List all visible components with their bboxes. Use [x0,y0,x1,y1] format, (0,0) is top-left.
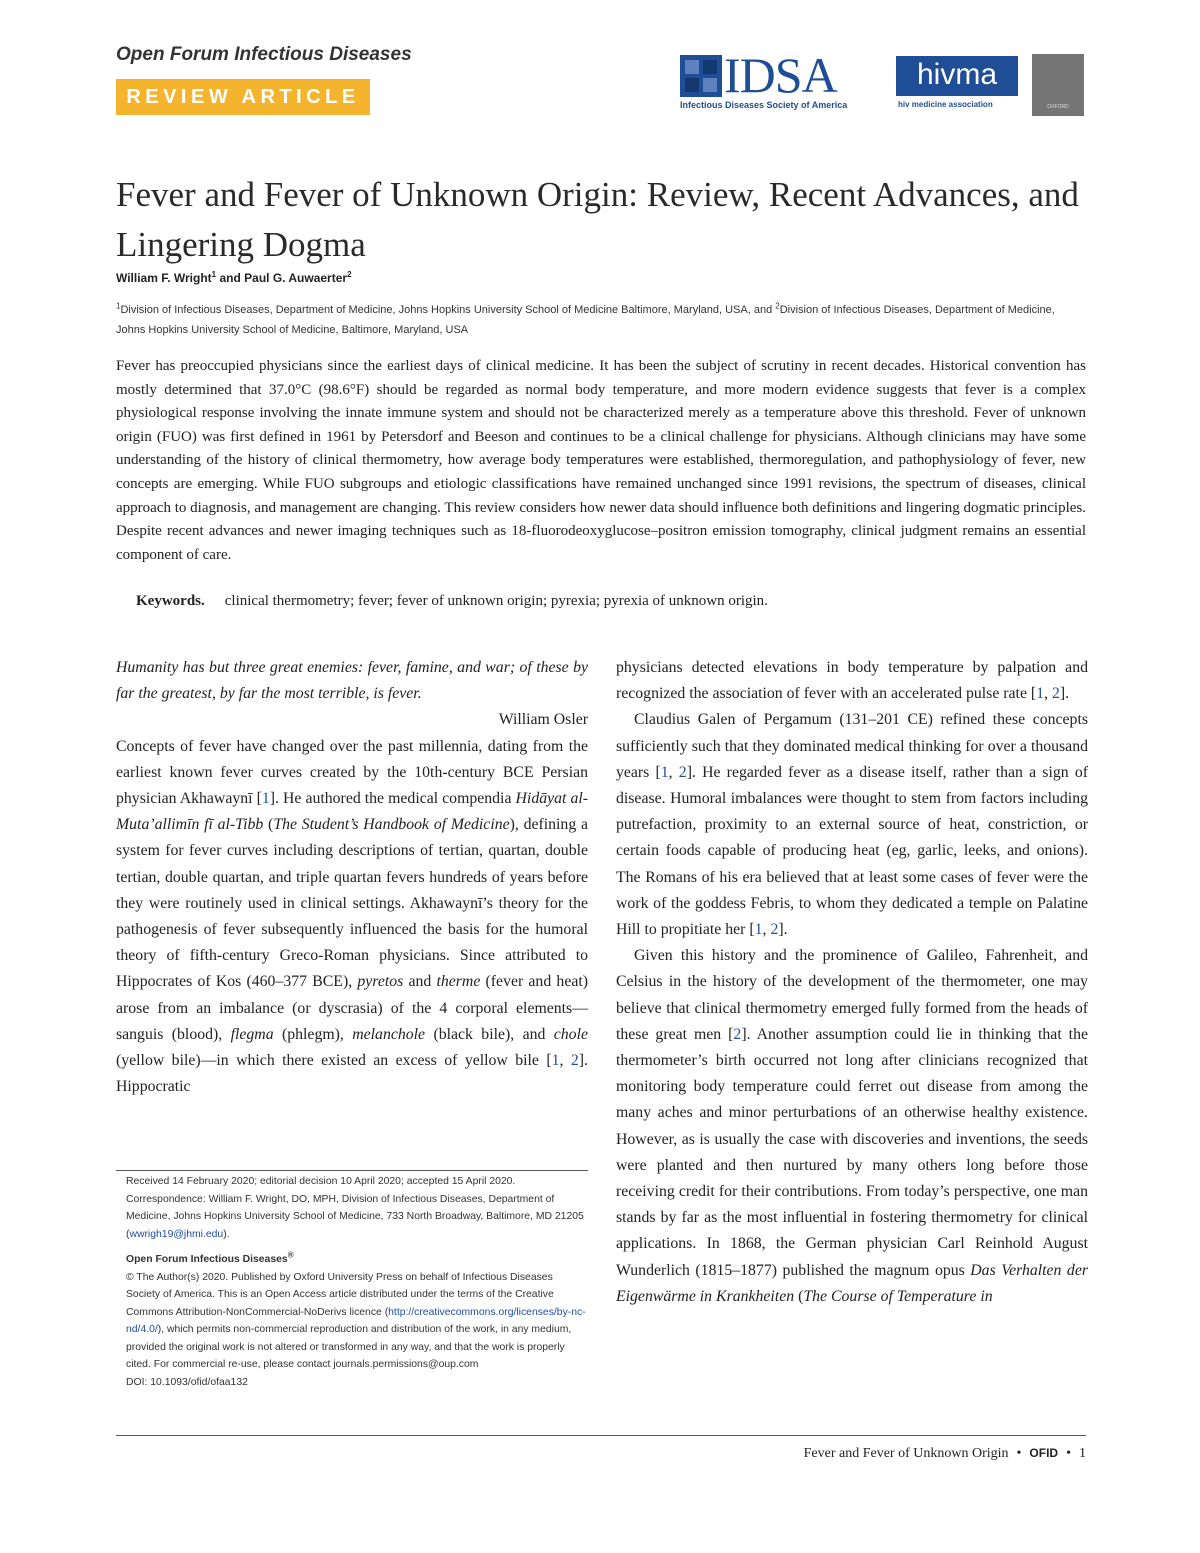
affiliation-mark: 1 [211,270,217,279]
body-column-right [616,655,1088,1310]
author-list [116,271,352,285]
oup-wordmark: OXFORD [1047,104,1069,110]
article-type-badge: REVIEW ARTICLE [116,79,370,115]
epigraph-author: William Osler [498,711,588,729]
correspondence: Correspondence: William F. Wright, DO, MPH, Division of Infectious Diseases, Department of Medicine, Johns Hopkins University School of Medicine, 733 North Broadway, Baltimore, MD 21205 (wwrigh19@jhmi.edu). [126,1193,584,1240]
footer-divider [116,1435,1086,1436]
idsa-tagline: Infectious Diseases Society of America [680,100,848,110]
running-title: Fever and Fever of Unknown Origin [803,1446,1009,1461]
citation-link[interactable]: 2 [770,921,779,939]
running-footer [804,1446,1086,1462]
body-paragraph: Concepts of fever have changed over the past millennia, dating from the earliest known fever curves created by the 10th-century BCE Persian physician Akhawaynī [1]. He authored the medical compendia Hidāyat al-Muta’allimīn fī al-Tibb (The Student’s Handbook of Medicine), defining a system for fever curves including descriptions of tertian, quartan, double tertian, double quartan, and triple quartan fevers hundreds of years before they were routinely used in clinical settings. Akhawaynī’s theory for the pathogenesis of fever subsequently influenced the basis for the humoral theory of fifth-century Greco-Roman physicians. Since attributed to Hippocrates of Kos (460–377 BCE), pyretos and therme (fever and heat) arose from an imbalance (or dyscrasia) of the 4 corporal elements—sanguis (blood), flegma (phlegm), melanchole (black bile), and chole (yellow bile)—in which there existed an excess of yellow bile [1, 2]. Hippocratic [116,737,588,1096]
email-link[interactable]: wwrigh19@jhmi.edu [129,1228,224,1240]
hivma-tagline: hiv medicine association [898,100,993,109]
body-paragraph: Given this history and the prominence of Galileo, Fahrenheit, and Celsius in the history of the development of the thermometer, one may believe that clinical thermometry emerged fully formed from the heads of these great men [2]. Another assumption could lie in thinking that the thermometer’s birth occurred not long after clinicians recognized that monitoring body temperature could ferret out disease from among the many aches and minor perturbations of an otherwise healthy existence. However, as is usually the case with discoveries and inventions, the seeds were planted and then nurtured by many others long before those receiving credit for their contributions. From today’s perspective, one man stands by far as the most influential in fostering thermometry for clinical applications. In 1868, the German physician Carl Reinhold August Wunderlich (1815–1877) published the magnum opus Das Verhalten der Eigenwärme in Krankheiten (The Course of Temperature in [616,947,1088,1305]
hivma-logo [896,56,1020,114]
citation-link[interactable]: 1 [551,1052,560,1070]
hivma-wordmark: hivma [896,56,1018,96]
keywords [136,590,768,614]
page-number: 1 [1079,1446,1086,1461]
epigraph: Humanity has but three great enemies: fever, famine, and war; of these by far the greatest, by far the most terrible, is fever. [116,659,588,703]
journal-abbreviation: OFID [1029,1446,1059,1460]
body-paragraph: Claudius Galen of Pergamum (131–201 CE) refined these concepts sufficiently such that they dominated medical thinking for over a thousand years [1, 2]. He regarded fever as a disease itself, rather than a sign of disease. Humoral imbalances were thought to stem from factors including putrefaction, proximity to an external source of heat, constriction, or certain foods capable of producing heat (eg, garlic, leeks, and onions). The Romans of his era believed that at least some cases of fever were the work of the goddess Febris, to whom they dedicated a temple on Palatine Hill to propitiate her [1, 2]. [616,711,1088,939]
keywords-list: clinical thermometry; fever; fever of unknown origin; pyrexia; pyrexia of unknown origin. [224,593,768,609]
affiliation-text: Division of Infectious Diseases, Department of Medicine, Johns Hopkins University School of Medicine Baltimore, Maryland, USA, and [120,304,773,316]
affiliation-mark: 2 [775,301,780,311]
oup-logo [1032,54,1084,116]
affiliation-text: Division of Infectious Diseases, Department of Medicine, Johns Hopkins University School of Medicine, Baltimore, Maryland, USA [116,304,1055,336]
author-separator: and [216,271,245,285]
doi: DOI: 10.1093/ofid/ofaa132 [126,1376,248,1388]
keywords-label: Keywords. [136,593,205,609]
citation-link[interactable]: 1 [1036,685,1045,703]
affiliation-mark: 2 [347,270,352,279]
article-title: Fever and Fever of Unknown Origin: Review, Recent Advances, and Lingering Dogma [116,175,1079,264]
citation-link[interactable]: 1 [261,790,270,808]
affiliation-mark: 1 [116,301,121,311]
first-page-footnote [116,1170,588,1391]
idsa-wordmark: IDSA [724,47,837,103]
citation-link[interactable]: 1 [660,763,669,781]
abstract: Fever has preoccupied physicians since the earliest days of clinical medicine. It has been the subject of scrutiny in recent decades. Historical convention has mostly determined that 37.0°C (98.6°F) should be regarded as normal body temperature, and more modern evidence suggests that fever is a complex physiological response involving the innate immune system and should not be characterized merely as a temperature above this threshold. Fever of unknown origin (FUO) was first defined in 1961 by Petersdorf and Beeson and continues to be a clinical challenge for physicians. Although clinicians may have some understanding of the history of clinical thermometry, how average body temperatures were established, thermoregulation, and pathophysiology of fever, new concepts are emerging. While FUO subgroups and etiologic classifications have remained unchanged since 1991 revisions, the spectrum of diseases, clinical approach to diagnosis, and management are changing. This review considers how newer data should influence both definitions and lingering dogmatic principles. Despite recent advances and newer imaging techniques such as 18-fluorodeoxyglucose–positron emission tomography, clinical judgment remains an essential component of care. [116,358,1086,563]
body-column-left [116,655,588,1100]
idsa-emblem-icon [680,55,722,97]
license-link[interactable]: http://creativecommons.org/licenses/by-nc-nd/4.0/ [126,1306,586,1335]
author-name: William F. Wright [116,271,212,285]
idsa-logo [680,47,886,113]
footer-bullet: • [1016,1446,1022,1461]
citation-link[interactable]: 2 [570,1052,579,1070]
citation-link[interactable]: 2 [678,763,687,781]
author-name: Paul G. Auwaerter [244,271,348,285]
journal-name: Open Forum Infectious Diseases [116,44,412,65]
citation-link[interactable]: 2 [733,1025,742,1043]
footnote-journal-name: Open Forum Infectious Diseases® [126,1250,294,1265]
body-paragraph: physicians detected elevations in body temperature by palpation and recognized the association of fever with an accelerated pulse rate [1, 2]. [616,659,1088,703]
copyright-notice: © The Author(s) 2020. Published by Oxford University Press on behalf of Infectious Diseases Society of America. This is an Open Access article distributed under the terms of the Creative Commons Attribution-NonCommercial-NoDerivs licence (http://creativecommons.org/licenses/by-nc-nd/4.0/), which permits non-commercial reproduction and distribution of the work, in any medium, provided the original work is not altered or transformed in any way, and that the work is properly cited. For commercial re-use, please contact journals.permissions@oup.com [126,1271,586,1370]
citation-link[interactable]: 1 [754,921,763,939]
affiliations [116,300,1086,340]
received-dates: Received 14 February 2020; editorial decision 10 April 2020; accepted 15 April 2020. [126,1176,516,1187]
footer-bullet: • [1066,1446,1071,1461]
citation-link[interactable]: 2 [1051,685,1060,703]
